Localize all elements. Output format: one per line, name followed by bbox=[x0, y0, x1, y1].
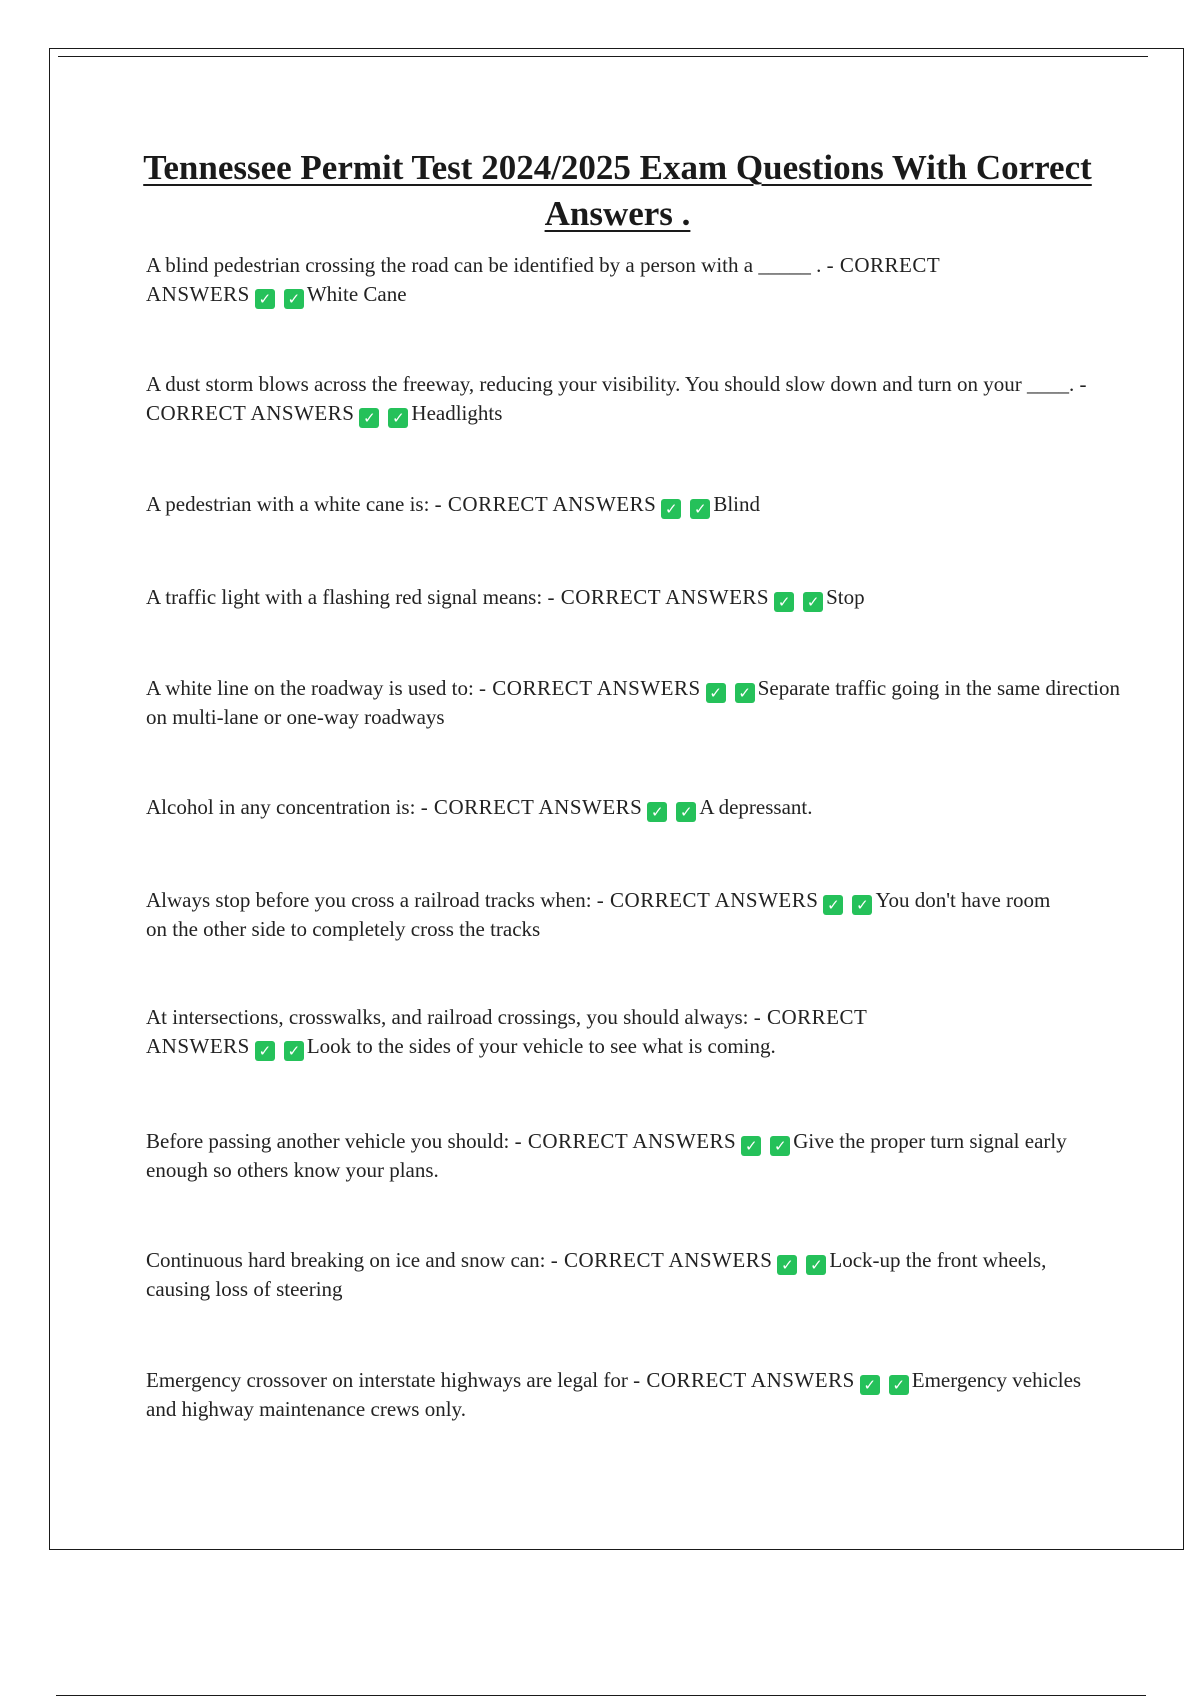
check-icon: ✓ bbox=[359, 408, 379, 428]
qa-item bbox=[146, 1003, 936, 1061]
answer-marker: - CORRECT ANSWERS bbox=[434, 492, 657, 516]
check-icon: ✓ bbox=[661, 499, 681, 519]
question-text: Always stop before you cross a railroad tracks when: bbox=[146, 888, 592, 912]
question-text: A white line on the roadway is used to: bbox=[146, 676, 474, 700]
answer-marker: - CORRECT ANSWERS bbox=[547, 585, 770, 609]
check-icon: ✓ bbox=[806, 1255, 826, 1275]
answer-marker: - CORRECT ANSWERS bbox=[633, 1368, 855, 1392]
answer-marker: - CORRECT ANSWERS bbox=[479, 676, 701, 700]
check-icon: ✓ bbox=[690, 499, 710, 519]
answer-text: Separate traffic going in the same direction on multi-lane or one-way roadways bbox=[146, 676, 1120, 729]
check-icon: ✓ bbox=[770, 1136, 790, 1156]
page-title: Tennessee Permit Test 2024/2025 Exam Questions With Correct Answers . bbox=[143, 148, 1092, 233]
question-text: Alcohol in any concentration is: bbox=[146, 795, 416, 819]
qa-item bbox=[146, 674, 1141, 732]
answer-text: Look to the sides of your vehicle to see what is coming. bbox=[306, 1034, 776, 1058]
question-text: A blind pedestrian crossing the road can be identified by a person with a _____ . bbox=[146, 253, 822, 277]
check-icon: ✓ bbox=[735, 683, 755, 703]
qa-item bbox=[146, 1246, 1066, 1304]
check-icon: ✓ bbox=[647, 802, 667, 822]
check-icon: ✓ bbox=[284, 289, 304, 309]
question-text: A dust storm blows across the freeway, reducing your visibility. You should slow down and turn on your ____. bbox=[146, 372, 1075, 396]
check-icon: ✓ bbox=[388, 408, 408, 428]
check-icon: ✓ bbox=[803, 592, 823, 612]
answer-marker: - CORRECT ANSWERS bbox=[550, 1248, 773, 1272]
answer-text: Lock-up the front wheels, causing loss of steering bbox=[146, 1248, 1047, 1301]
answer-text: White Cane bbox=[306, 282, 407, 306]
page-frame bbox=[49, 48, 1184, 1550]
question-text: A traffic light with a flashing red signal means: bbox=[146, 585, 543, 609]
check-icon: ✓ bbox=[741, 1136, 761, 1156]
answer-text: Stop bbox=[826, 585, 865, 609]
answer-text: Emergency vehicles and highway maintenance crews only. bbox=[146, 1368, 1082, 1421]
check-icon: ✓ bbox=[255, 1041, 275, 1061]
answer-marker: - CORRECT ANSWERS bbox=[596, 888, 819, 912]
answer-text: You don't have room on the other side to completely cross the tracks bbox=[146, 888, 1051, 941]
qa-item bbox=[146, 251, 1026, 309]
answer-text: Blind bbox=[713, 492, 761, 516]
qa-item bbox=[146, 886, 1056, 944]
qa-item bbox=[146, 490, 1141, 519]
answer-text: Give the proper turn signal early enough so others know your plans. bbox=[146, 1129, 1067, 1182]
question-text: Continuous hard breaking on ice and snow can: bbox=[146, 1248, 546, 1272]
check-icon: ✓ bbox=[774, 592, 794, 612]
answer-marker: - CORRECT ANSWERS bbox=[514, 1129, 737, 1153]
question-text: Before passing another vehicle you should: bbox=[146, 1129, 510, 1153]
qa-item bbox=[146, 1366, 1096, 1424]
top-rule bbox=[58, 56, 1148, 57]
qa-item bbox=[146, 1127, 1086, 1185]
check-icon: ✓ bbox=[777, 1255, 797, 1275]
answer-text: Headlights bbox=[411, 401, 503, 425]
check-icon: ✓ bbox=[284, 1041, 304, 1061]
answer-marker: - CORRECT ANSWERS bbox=[420, 795, 643, 819]
check-icon: ✓ bbox=[889, 1375, 909, 1395]
qa-item bbox=[146, 370, 1141, 428]
question-text: A pedestrian with a white cane is: bbox=[146, 492, 430, 516]
check-icon: ✓ bbox=[676, 802, 696, 822]
check-icon: ✓ bbox=[706, 683, 726, 703]
answer-text: A depressant. bbox=[699, 795, 813, 819]
next-page-rule bbox=[56, 1695, 1146, 1696]
check-icon: ✓ bbox=[823, 895, 843, 915]
question-text: Emergency crossover on interstate highways are legal for bbox=[146, 1368, 628, 1392]
answer-marker: - CORRECT ANSWERS bbox=[146, 1005, 867, 1058]
answer-marker: - CORRECT ANSWERS bbox=[146, 372, 1087, 425]
question-text: At intersections, crosswalks, and railroad crossings, you should always: bbox=[146, 1005, 749, 1029]
answer-marker: - CORRECT ANSWERS bbox=[146, 253, 940, 306]
qa-item bbox=[146, 793, 1141, 822]
check-icon: ✓ bbox=[852, 895, 872, 915]
qa-item bbox=[146, 583, 1141, 612]
check-icon: ✓ bbox=[860, 1375, 880, 1395]
check-icon: ✓ bbox=[255, 289, 275, 309]
